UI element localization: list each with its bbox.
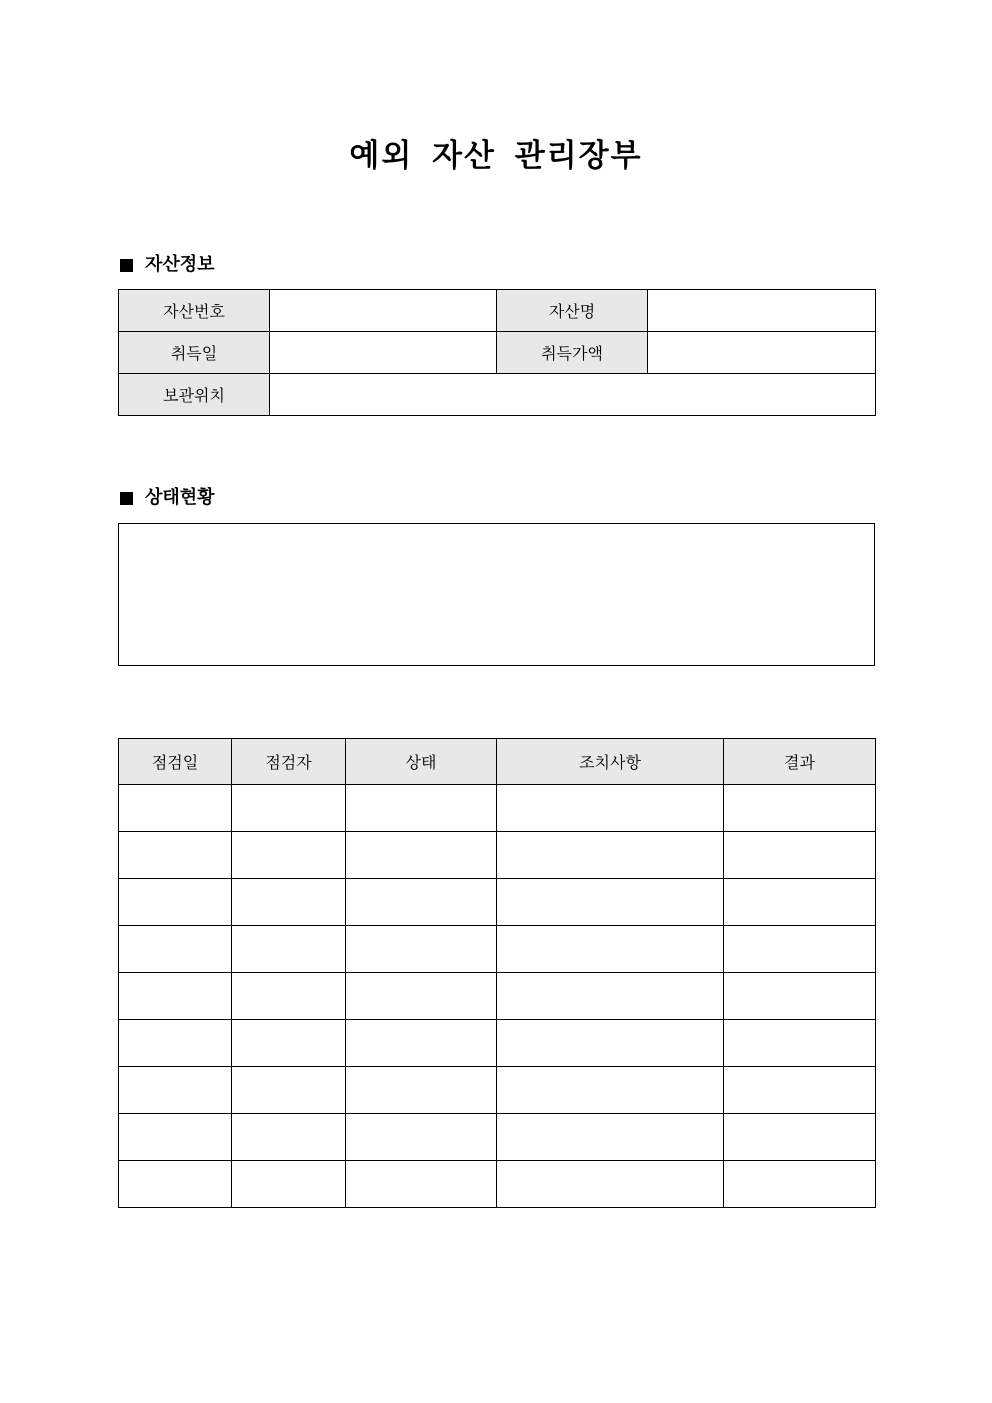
condition-cell[interactable]: [346, 926, 497, 973]
action-taken-header: 조치사항: [497, 739, 724, 785]
inspector-cell[interactable]: [232, 973, 346, 1020]
inspection-date-cell[interactable]: [119, 926, 232, 973]
inspector-cell[interactable]: [232, 785, 346, 832]
action-taken-cell[interactable]: [497, 1067, 724, 1114]
inspector-cell[interactable]: [232, 1020, 346, 1067]
table-row: [119, 1067, 876, 1114]
status-content-box[interactable]: [118, 523, 875, 666]
result-cell[interactable]: [724, 973, 876, 1020]
table-row: [119, 785, 876, 832]
inspection-date-cell[interactable]: [119, 1067, 232, 1114]
condition-header: 상태: [346, 739, 497, 785]
result-cell[interactable]: [724, 1114, 876, 1161]
acquisition-amount-field[interactable]: [648, 332, 876, 374]
inspection-date-cell[interactable]: [119, 973, 232, 1020]
acquisition-date-label: 취득일: [119, 332, 270, 374]
table-row: [119, 1161, 876, 1208]
action-taken-cell[interactable]: [497, 879, 724, 926]
inspection-date-cell[interactable]: [119, 1020, 232, 1067]
condition-cell[interactable]: [346, 1067, 497, 1114]
inspection-log-body: [119, 785, 876, 1208]
condition-cell[interactable]: [346, 832, 497, 879]
inspection-date-cell[interactable]: [119, 1161, 232, 1208]
asset-name-label: 자산명: [497, 290, 648, 332]
action-taken-cell[interactable]: [497, 1114, 724, 1161]
action-taken-cell[interactable]: [497, 785, 724, 832]
inspector-cell[interactable]: [232, 879, 346, 926]
asset-info-heading: [120, 253, 215, 277]
inspector-cell[interactable]: [232, 926, 346, 973]
table-row: [119, 1020, 876, 1067]
asset-name-field[interactable]: [648, 290, 876, 332]
asset-info-table: [118, 289, 876, 416]
condition-cell[interactable]: [346, 785, 497, 832]
condition-cell[interactable]: [346, 1161, 497, 1208]
inspection-date-cell[interactable]: [119, 879, 232, 926]
action-taken-cell[interactable]: [497, 832, 724, 879]
table-row: [119, 290, 876, 332]
table-row: [119, 879, 876, 926]
action-taken-cell[interactable]: [497, 1161, 724, 1208]
square-bullet-icon: [120, 492, 133, 505]
inspector-cell[interactable]: [232, 1114, 346, 1161]
status-heading: [120, 486, 215, 510]
condition-cell[interactable]: [346, 1020, 497, 1067]
storage-location-field[interactable]: [270, 374, 876, 416]
asset-number-label: 자산번호: [119, 290, 270, 332]
inspection-date-header: 점검일: [119, 739, 232, 785]
action-taken-cell[interactable]: [497, 1020, 724, 1067]
acquisition-amount-label: 취득가액: [497, 332, 648, 374]
asset-info-heading-label: 자산정보: [145, 254, 215, 275]
result-header: 결과: [724, 739, 876, 785]
document-title: 예외 자산 관리장부: [349, 138, 643, 174]
table-row: [119, 1114, 876, 1161]
inspector-header: 점검자: [232, 739, 346, 785]
table-row: [119, 832, 876, 879]
result-cell[interactable]: [724, 785, 876, 832]
inspection-log-table: [118, 738, 876, 1208]
result-cell[interactable]: [724, 926, 876, 973]
table-row: [119, 332, 876, 374]
result-cell[interactable]: [724, 1020, 876, 1067]
condition-cell[interactable]: [346, 1114, 497, 1161]
result-cell[interactable]: [724, 879, 876, 926]
status-heading-label: 상태현황: [145, 487, 215, 508]
asset-number-field[interactable]: [270, 290, 497, 332]
inspection-date-cell[interactable]: [119, 1114, 232, 1161]
result-cell[interactable]: [724, 1067, 876, 1114]
inspection-date-cell[interactable]: [119, 785, 232, 832]
table-row: [119, 926, 876, 973]
table-row: [119, 973, 876, 1020]
action-taken-cell[interactable]: [497, 973, 724, 1020]
result-cell[interactable]: [724, 832, 876, 879]
result-cell[interactable]: [724, 1161, 876, 1208]
inspector-cell[interactable]: [232, 1067, 346, 1114]
inspection-date-cell[interactable]: [119, 832, 232, 879]
square-bullet-icon: [120, 259, 133, 272]
action-taken-cell[interactable]: [497, 926, 724, 973]
inspector-cell[interactable]: [232, 832, 346, 879]
inspector-cell[interactable]: [232, 1161, 346, 1208]
table-row: [119, 374, 876, 416]
inspection-header-row: [119, 739, 876, 785]
condition-cell[interactable]: [346, 973, 497, 1020]
condition-cell[interactable]: [346, 879, 497, 926]
acquisition-date-field[interactable]: [270, 332, 497, 374]
storage-location-label: 보관위치: [119, 374, 270, 416]
